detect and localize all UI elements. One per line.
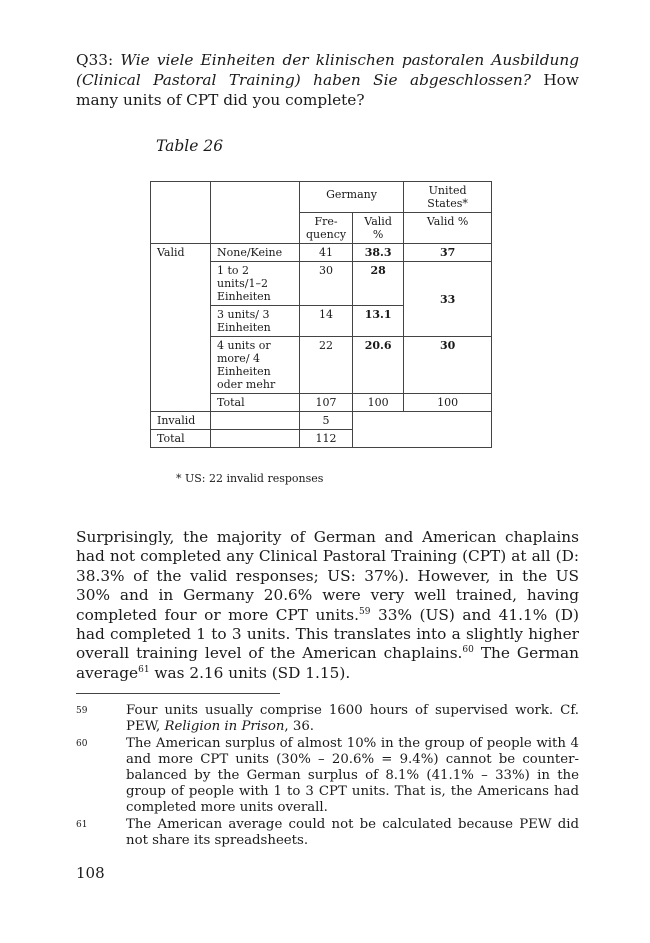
body-text: Surprisingly, the majority of German and American chaplains had not completed any Clinical Pastoral Training (CPT) at all (D: 38.3% of the valid responses; US: 37%). However, in the US 30% and in Germany 20.6% were very well trained, having completed four or more CPT units. [76, 528, 579, 624]
empty-cell [211, 412, 300, 430]
row-label: 3 units/ 3 Einheiten [211, 306, 300, 337]
row-freq: 30 [300, 262, 353, 306]
body-paragraph [76, 528, 579, 683]
corner-cell [151, 182, 211, 213]
question-german: Wie viele Einheiten der klinischen pastoralen Ausbildung (Clinical Pastoral Training) haben Sie abgeschlossen? [76, 51, 579, 89]
corner-cell [151, 213, 211, 244]
row-label: 1 to 2 units/1–2 Einheiten [211, 262, 300, 306]
empty-cell [211, 430, 300, 448]
valid-pct-us-header: Valid % [404, 213, 492, 244]
row-label: 4 units or more/ 4 Einheiten oder mehr [211, 337, 300, 394]
footnote-number: 61 [76, 820, 88, 830]
row-label: Total [211, 394, 300, 412]
row-freq: 41 [300, 244, 353, 262]
footnote-text: The American average could not be calculated because PEW did not share its spreadsheets. [126, 817, 579, 848]
footnote-number: 59 [76, 706, 88, 716]
row-pct: 38.3 [353, 244, 404, 262]
body-text: was 2.16 units (SD 1.15). [149, 663, 351, 682]
valid-label: Valid [151, 244, 211, 412]
footnote-ref: 60 [462, 645, 474, 656]
total-label: Total [151, 430, 211, 448]
footnote-number: 60 [76, 739, 88, 749]
table-caption: Table 26 [156, 137, 224, 155]
footnote [76, 817, 579, 849]
footnote-ref: 61 [138, 664, 150, 675]
germany-header: Germany [300, 182, 404, 213]
data-table [150, 181, 492, 448]
row-us: 33 [404, 262, 492, 337]
footnote [76, 703, 579, 735]
us-header: United States* [404, 182, 492, 213]
question-text [76, 50, 579, 110]
question-id: Q33: [76, 51, 114, 69]
row-pct: 13.1 [353, 306, 404, 337]
row-freq: 14 [300, 306, 353, 337]
footnote-text: The American surplus of almost 10% in the group of people with 4 and more CPT units (30% – 20.6% = 9.4%) cannot be counter-balanced by the German surplus of 8.1% (41.1% – 33%) in the group of people with 1 to 3 CPT units. That is, the Americans had completed more units overall. [126, 736, 579, 815]
corner-cell [211, 182, 300, 213]
footnote-ref: 59 [358, 606, 371, 617]
body-text: The German average [76, 644, 579, 682]
row-freq: 22 [300, 337, 353, 394]
row-freq: 107 [300, 394, 353, 412]
empty-cell [353, 412, 492, 448]
invalid-freq: 5 [300, 412, 353, 430]
footnotes [76, 703, 579, 850]
body-text: 33% (US) and 41.1% (D) had completed 1 to 3 units. This translates into a slightly higher overall training level of the American chaplains. [76, 605, 579, 663]
footnote-text: Four units usually comprise 1600 hours of supervised work. Cf. PEW, Religion in Prison, 36. [126, 703, 579, 734]
row-pct: 20.6 [353, 337, 404, 394]
total-freq: 112 [300, 430, 353, 448]
valid-pct-de-header: Valid % [353, 213, 404, 244]
footnote [76, 736, 579, 816]
corner-cell [211, 213, 300, 244]
row-us: 37 [404, 244, 492, 262]
row-us: 30 [404, 337, 492, 394]
page-number: 108 [76, 864, 105, 882]
footnote-divider [76, 693, 280, 694]
row-pct: 28 [353, 262, 404, 306]
table-footnote: * US: 22 invalid responses [176, 472, 324, 485]
row-label: None/Keine [211, 244, 300, 262]
freq-header: Fre-quency [300, 213, 353, 244]
question-english: How many units of CPT did you complete? [76, 71, 579, 109]
invalid-label: Invalid [151, 412, 211, 430]
row-us: 100 [404, 394, 492, 412]
row-pct: 100 [353, 394, 404, 412]
